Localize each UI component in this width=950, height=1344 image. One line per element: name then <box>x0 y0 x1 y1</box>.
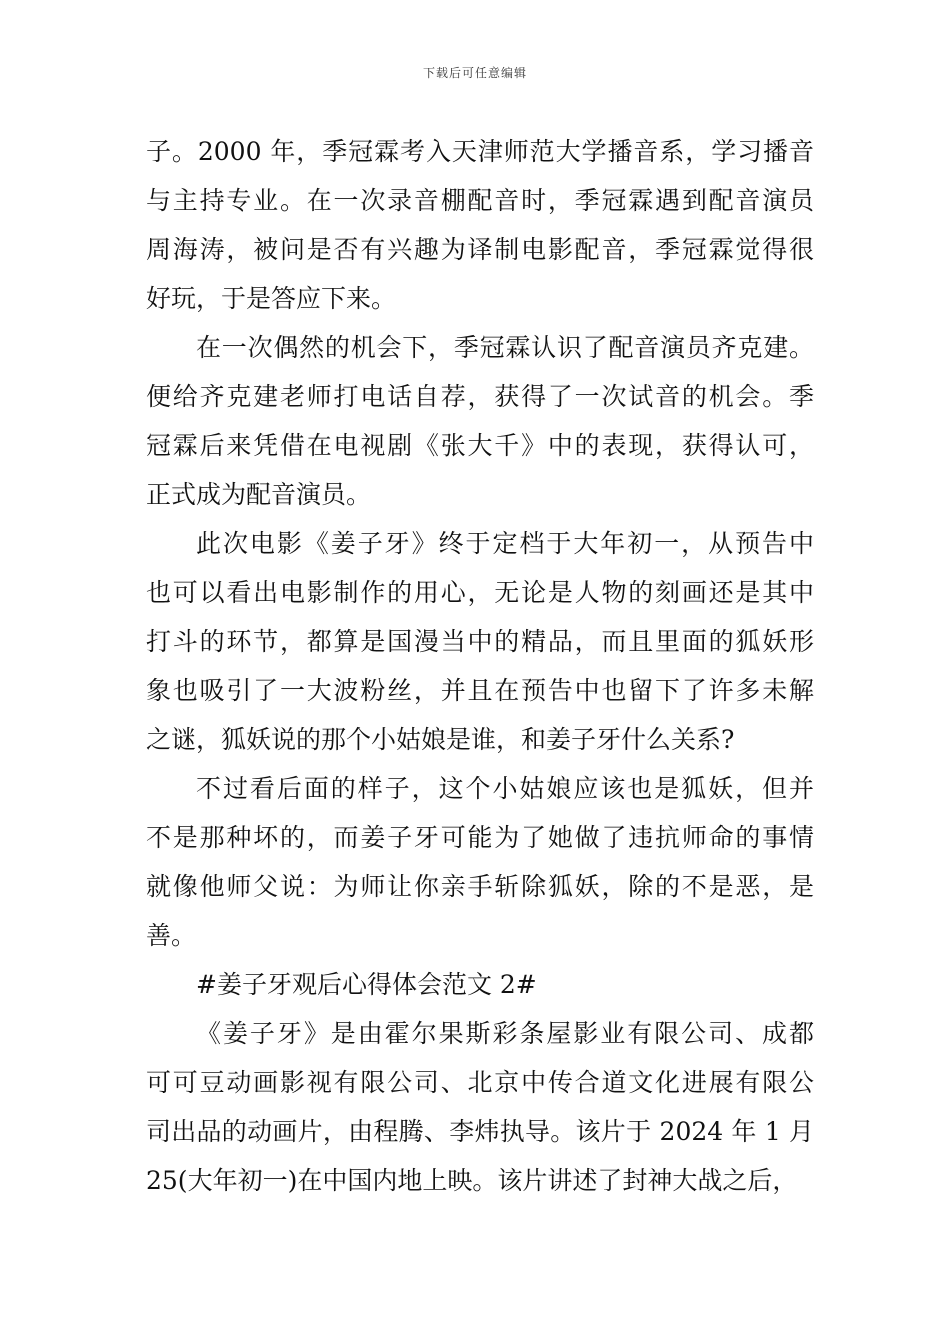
text-line: 正式成为配音演员。 <box>146 480 372 509</box>
text-line: 25(大年初一)在中国内地上映。该片讲述了封神大战之后， <box>146 1166 798 1195</box>
text-line: 子。2000 年，季冠霖考入天津师范大学播音系，学习播音 <box>146 137 814 166</box>
text-line: 打斗的环节，都算是国漫当中的精品，而且里面的狐妖形 <box>146 627 814 656</box>
paragraph <box>146 323 814 519</box>
text-line: 可可豆动画影视有限公司、北京中传合道文化进展有限公 <box>146 1068 814 1097</box>
document-body <box>146 127 814 1205</box>
text-line: 冠霖后来凭借在电视剧《张大千》中的表现，获得认可， <box>146 431 814 460</box>
text-line: 《姜子牙》是由霍尔果斯彩条屋影业有限公司、成都 <box>196 1019 814 1048</box>
text-line: 便给齐克建老师打电话自荐，获得了一次试音的机会。季 <box>146 382 814 411</box>
text-line: 不是那种坏的，而姜子牙可能为了她做了违抗师命的事情 <box>146 823 814 852</box>
page-header: 下载后可任意编辑 <box>422 66 527 80</box>
text-line: 此次电影《姜子牙》终于定档于大年初一，从预告中 <box>196 529 814 558</box>
paragraph <box>146 1009 814 1205</box>
paragraph <box>146 764 814 960</box>
paragraph <box>146 127 814 323</box>
text-line: 就像他师父说：为师让你亲手斩除狐妖，除的不是恶，是 <box>146 872 814 901</box>
text-line: 周海涛，被问是否有兴趣为译制电影配音，季冠霖觉得很 <box>146 235 814 264</box>
text-line: 与主持专业。在一次录音棚配音时，季冠霖遇到配音演员 <box>146 186 814 215</box>
paragraph <box>146 519 814 764</box>
text-line: 不过看后面的样子，这个小姑娘应该也是狐妖，但并 <box>196 774 814 803</box>
text-line: 司出品的动画片，由程腾、李炜执导。该片于 2024 年 1 月 <box>146 1117 814 1146</box>
text-line: 善。 <box>146 921 197 950</box>
paragraph <box>146 960 814 1009</box>
text-line: 也可以看出电影制作的用心，无论是人物的刻画还是其中 <box>146 578 814 607</box>
text-line: #姜子牙观后心得体会范文 2# <box>196 970 537 999</box>
text-line: 在一次偶然的机会下，季冠霖认识了配音演员齐克建。 <box>196 333 814 362</box>
text-line: 之谜，狐妖说的那个小姑娘是谁，和姜子牙什么关系? <box>146 725 735 754</box>
text-line: 好玩，于是答应下来。 <box>146 284 397 313</box>
text-line: 象也吸引了一大波粉丝，并且在预告中也留下了许多未解 <box>146 676 814 705</box>
